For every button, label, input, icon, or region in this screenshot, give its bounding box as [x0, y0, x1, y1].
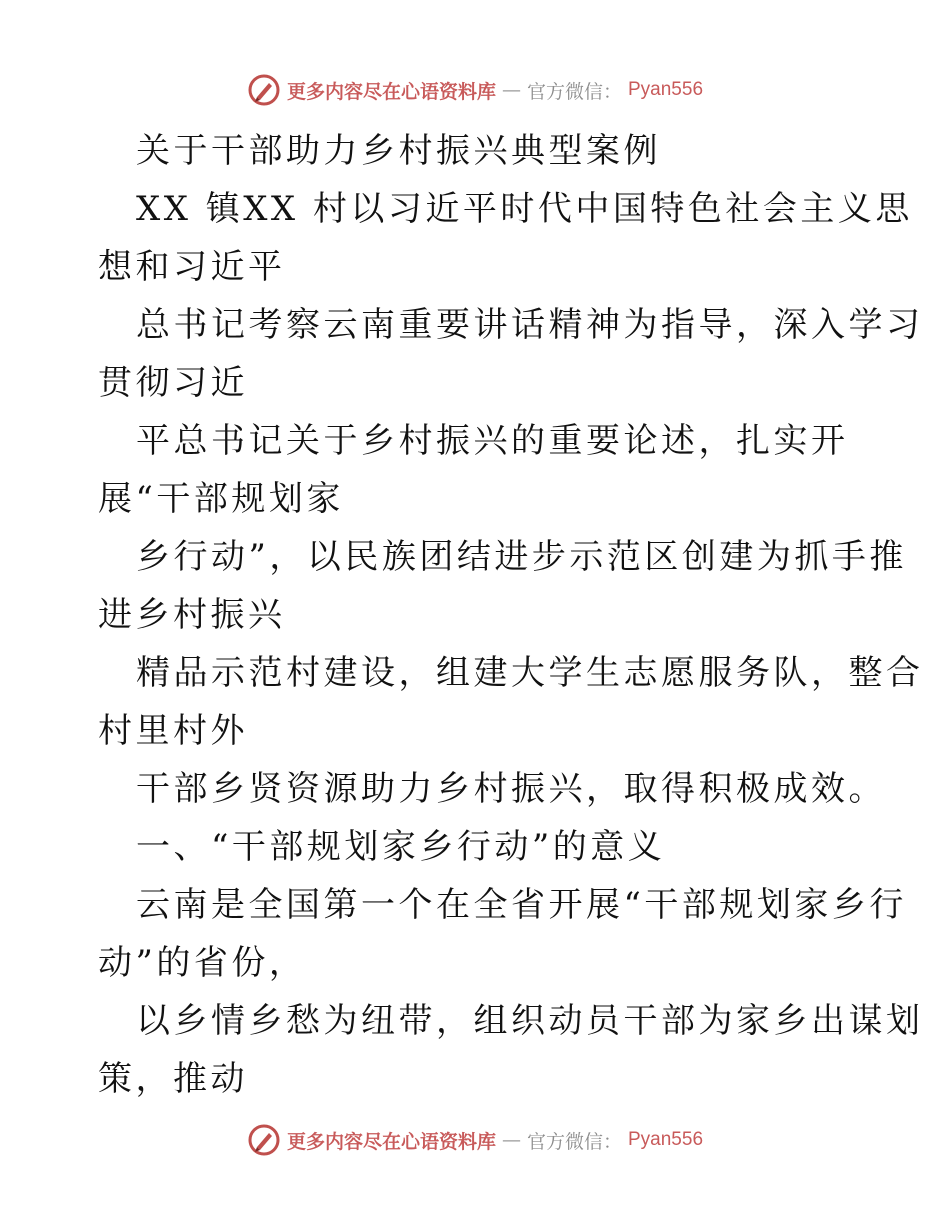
- header-watermark: [0, 70, 950, 110]
- watermark-wechat-id: Pyan556: [628, 1129, 704, 1150]
- document-body: [98, 122, 924, 1108]
- watermark-site-text: 更多内容尽在心语资料库: [286, 1130, 496, 1153]
- text-line: XX 镇XX 村以习近平时代中国特色社会主义思: [136, 189, 913, 229]
- watermark-dash: —: [501, 1129, 521, 1151]
- text-line: 策，推动: [98, 1059, 248, 1099]
- text-line: 展“干部规划家: [98, 479, 344, 519]
- text-line: 精品示范村建设，组建大学生志愿服务队，整合: [136, 653, 924, 693]
- watermark-wechat-label: 官方微信：: [526, 1130, 622, 1153]
- text-line: 总书记考察云南重要讲话精神为指导，深入学习: [136, 305, 924, 345]
- text-line: 村里村外: [98, 711, 248, 751]
- text-line: 一、“干部规划家乡行动”的意义: [136, 827, 666, 867]
- text-line: 贯彻习近: [98, 363, 248, 403]
- footer-watermark: [0, 1120, 950, 1160]
- text-line: 以乡情乡愁为纽带，组织动员干部为家乡出谋划: [136, 1001, 924, 1041]
- pen-logo-icon: [247, 1123, 281, 1157]
- watermark-site-text: 更多内容尽在心语资料库: [286, 80, 496, 103]
- watermark-wechat-label: 官方微信：: [526, 80, 622, 103]
- text-line: 平总书记关于乡村振兴的重要论述，扎实开: [136, 421, 849, 461]
- text-line: 进乡村振兴: [98, 595, 286, 635]
- text-line: 干部乡贤资源助力乡村振兴，取得积极成效。: [136, 769, 886, 809]
- text-line: 云南是全国第一个在全省开展“干部规划家乡行: [136, 885, 907, 925]
- text-line: 乡行动”，以民族团结进步示范区创建为抓手推: [136, 537, 907, 577]
- text-line: 关于干部助力乡村振兴典型案例: [136, 131, 661, 171]
- watermark-wechat-id: Pyan556: [628, 79, 704, 100]
- watermark-dash: —: [501, 79, 521, 101]
- text-line: 动”的省份，: [98, 943, 307, 983]
- text-line: 想和习近平: [98, 247, 286, 287]
- pen-logo-icon: [247, 73, 281, 107]
